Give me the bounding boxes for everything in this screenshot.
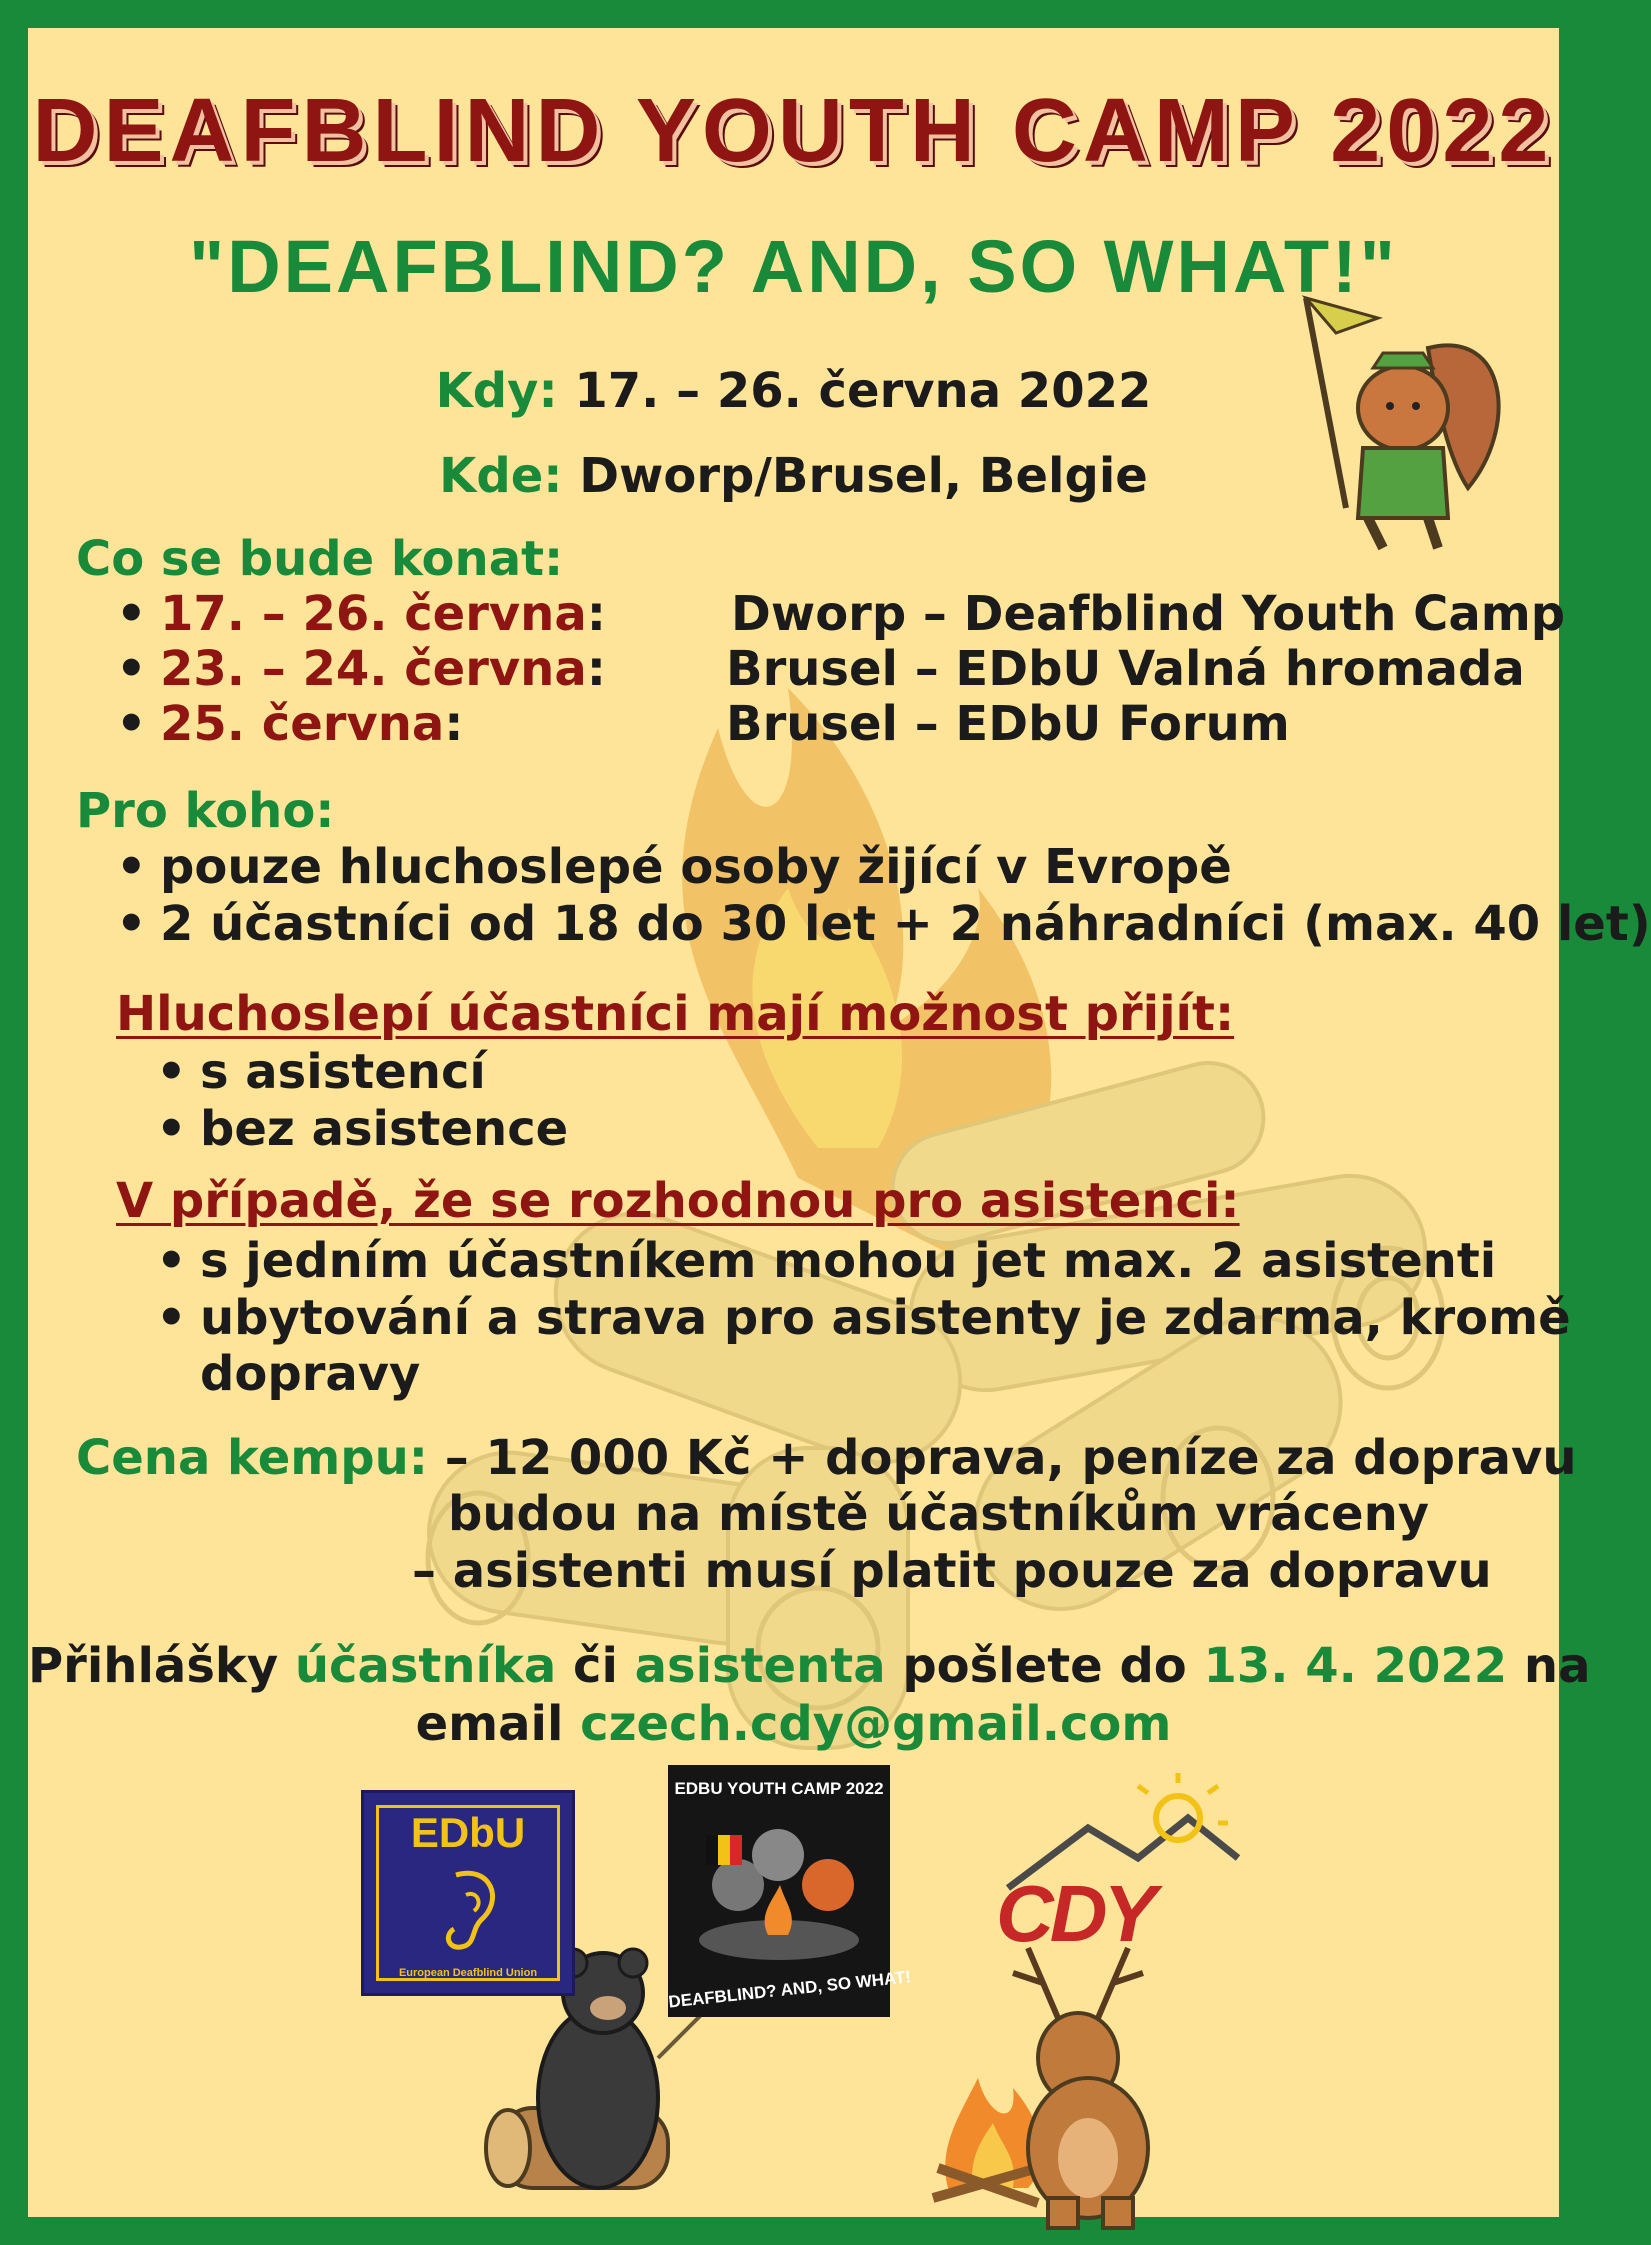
price-line — [76, 1430, 1577, 1486]
event-description: Brusel – EDbU Valná hromada — [726, 641, 1525, 697]
place-line — [28, 448, 1559, 504]
contact-email[interactable]: czech.cdy@gmail.com — [580, 1696, 1172, 1752]
email-line: email czech.cdy@gmail.com — [415, 1696, 1172, 1752]
event-item: • 17. – 26. června: — [116, 586, 606, 642]
event-date: 23. – 24. června — [160, 641, 587, 697]
price-line-3: – asistenti musí platit pouze za dopravu — [412, 1543, 1492, 1599]
place-label: Kde: — [439, 448, 563, 504]
assistant-word: asistenta — [634, 1638, 886, 1694]
poster-subtitle: "DEAFBLIND? AND, SO WHAT!" — [189, 225, 1398, 308]
audience-item: • pouze hluchoslepé osoby žijící v Evropě — [116, 839, 1232, 895]
audience-heading: Pro koho: — [76, 783, 335, 839]
deer-illustration — [1013, 1948, 1148, 2228]
price-line-2: budou na místě účastníkům vráceny — [448, 1486, 1430, 1542]
price-label: Cena kempu: — [76, 1430, 428, 1486]
assistance-item-continued: dopravy — [200, 1346, 421, 1402]
youth-camp-logo-title: EDBU YOUTH CAMP 2022 — [674, 1779, 884, 1798]
date-value: 17. – 26. června 2022 — [574, 363, 1152, 419]
participant-word: účastníka — [294, 1638, 557, 1694]
options-heading: Hluchoslepí účastníci mají možnost přijít: — [116, 986, 1235, 1042]
option-item: • bez asistence — [156, 1101, 568, 1157]
option-item: • s asistencí — [156, 1044, 486, 1100]
event-description: Dworp – Deafblind Youth Camp — [731, 586, 1566, 642]
youth-camp-logo-slogan: DEAFBLIND? AND, SO WHAT! — [667, 1967, 912, 2012]
event-item: • 23. – 24. června: — [116, 641, 606, 697]
place-value: Dworp/Brusel, Belgie — [579, 448, 1148, 504]
youth-camp-logo — [667, 1765, 912, 2017]
assistance-item: • ubytování a strava pro asistenty je zdarma, kromě — [156, 1290, 1571, 1346]
squirrel-illustration — [1306, 298, 1499, 548]
signup-line: Přihlášky účastníka či asistenta pošlete do 13. 4. 2022 na — [28, 1638, 1591, 1694]
poster — [28, 28, 1651, 2217]
event-item: • 25. června: — [116, 696, 463, 752]
edbu-logo — [361, 1790, 575, 1996]
event-description: Brusel – EDbU Forum — [726, 696, 1290, 752]
date-line — [28, 363, 1559, 419]
event-date: 17. – 26. června — [160, 586, 587, 642]
date-label: Kdy: — [435, 363, 558, 419]
deadline-date: 13. 4. 2022 — [1203, 1638, 1508, 1694]
edbu-logo-text: EDbU — [410, 1809, 526, 1856]
price-value: – 12 000 Kč + doprava, peníze za dopravu — [444, 1430, 1577, 1486]
poster-title: DEAFBLIND YOUTH CAMP 2022 — [32, 81, 1555, 181]
ear-icon — [436, 1865, 506, 1955]
assistance-item: • s jedním účastníkem mohou jet max. 2 asistenti — [156, 1233, 1496, 1289]
edbu-logo-caption: European Deafblind Union — [398, 1967, 538, 1979]
small-campfire-illustration — [933, 2078, 1042, 2203]
cdy-logo-text: CDY — [996, 1869, 1153, 1958]
assistance-heading: V případě, že se rozhodnou pro asistenci: — [116, 1173, 1240, 1229]
events-heading: Co se bude konat: — [76, 531, 564, 587]
audience-item: • 2 účastníci od 18 do 30 let + 2 náhradníci (max. 40 let) — [116, 896, 1651, 952]
event-date: 25. června — [160, 696, 445, 752]
camp-animals-icon — [688, 1815, 870, 1965]
